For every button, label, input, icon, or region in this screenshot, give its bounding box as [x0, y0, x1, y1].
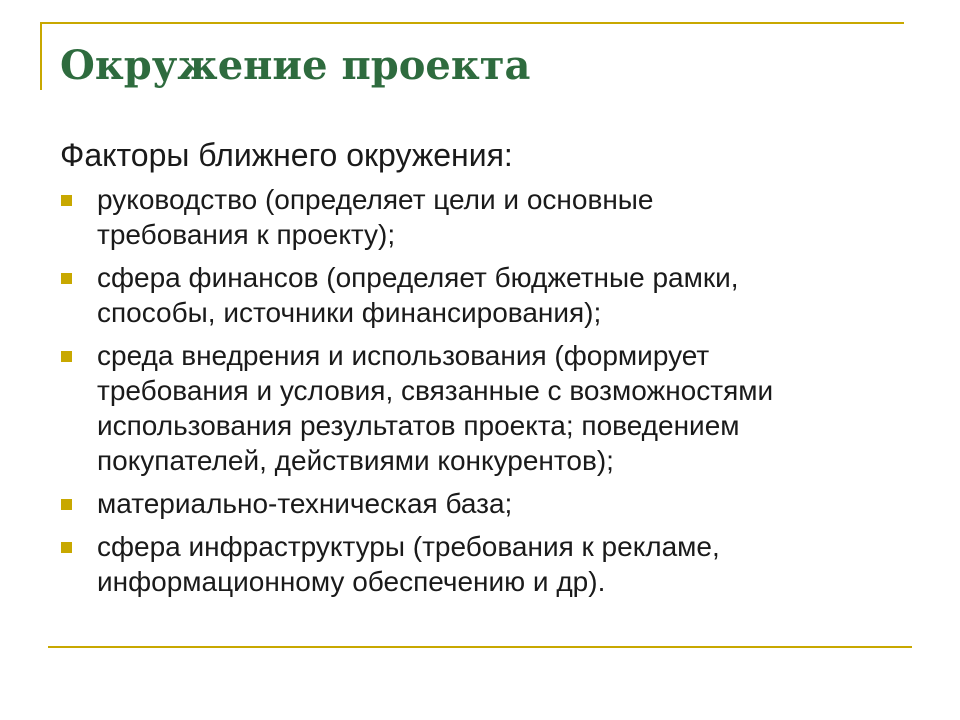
bullet-line: использования результатов проекта; поведением: [97, 410, 740, 441]
list-item: [60, 338, 880, 478]
bullet-line: информационному обеспечению и др).: [97, 566, 606, 597]
list-item: [60, 182, 880, 252]
bullet-line: среда внедрения и использования (формирует: [97, 340, 710, 371]
bullet-line: покупателей, действиями конкурентов);: [97, 445, 614, 476]
bullet-line: сфера финансов (определяет бюджетные рамки,: [97, 262, 739, 293]
square-bullet-icon: [61, 499, 72, 510]
list-item: [60, 529, 880, 599]
bullet-line: требования и условия, связанные с возможностями: [97, 375, 774, 406]
frame-bottom-line: [48, 646, 912, 648]
slide-subtitle: Факторы ближнего окружения:: [60, 137, 513, 173]
square-bullet-icon: [61, 273, 72, 284]
square-bullet-icon: [61, 542, 72, 553]
list-item: [60, 260, 880, 330]
list-item: [60, 486, 880, 521]
slide-content: [60, 136, 880, 607]
bullet-line: материально-техническая база;: [97, 488, 513, 519]
bullet-list: [60, 182, 880, 599]
bullet-line: руководство (определяет цели и основные: [97, 184, 654, 215]
slide-title: Окружение проекта: [60, 42, 531, 89]
bullet-line: способы, источники финансирования);: [97, 297, 602, 328]
square-bullet-icon: [61, 195, 72, 206]
bullet-line: требования к проекту);: [97, 219, 396, 250]
square-bullet-icon: [61, 351, 72, 362]
bullet-line: сфера инфраструктуры (требования к рекламе,: [97, 531, 720, 562]
frame-top-line: [40, 22, 904, 24]
frame-left-line: [40, 22, 42, 90]
